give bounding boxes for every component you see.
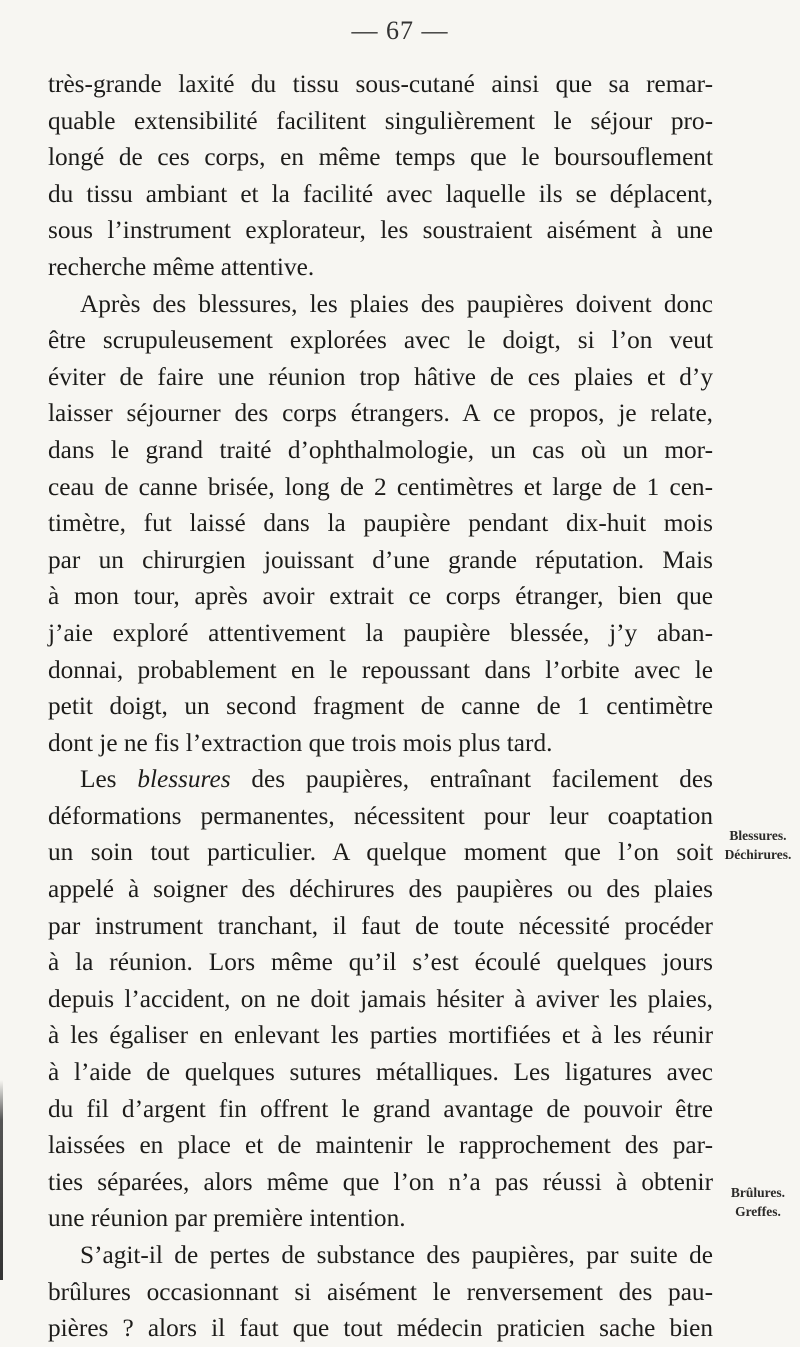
margin-note-line: Déchirures. — [724, 847, 792, 862]
text-line: par un chirurgien jouissant d’une grande réputation. Mais — [48, 545, 713, 574]
para3-rest: des paupières, entraînant facilement des — [230, 765, 713, 794]
page-number: — 67 — — [351, 16, 449, 45]
text-line: déformations permanentes, nécessitent pour leur coaptation — [48, 801, 713, 830]
text-line: une réunion par première intention. — [48, 1204, 406, 1233]
margin-note-blessures — [716, 826, 800, 864]
margin-note-line: Greffes. — [735, 1204, 781, 1219]
italic-term: blessures — [137, 765, 231, 794]
page-edge-shadow — [0, 1080, 3, 1280]
body-text — [48, 66, 713, 1347]
text-line: à l’aide de quelques sutures métalliques. Les ligatures avec — [48, 1058, 713, 1087]
text-line: petit doigt, un second fragment de canne de 1 centimètre — [48, 692, 713, 721]
text-line: longé de ces corps, en même temps que le boursouflement — [48, 143, 713, 172]
text-line — [48, 761, 713, 798]
text-line: Après des blessures, les plaies des paupières doivent donc — [80, 289, 713, 318]
text-line: ceau de canne brisée, long de 2 centimètres et large de 1 cen- — [48, 472, 713, 501]
text-line: par instrument tranchant, il faut de toute nécessité procéder — [48, 911, 713, 940]
text-line: très-grande laxité du tissu sous-cutané ainsi que sa remar- — [48, 70, 713, 98]
margin-note-line: Blessures. — [729, 828, 787, 843]
text-line: à la réunion. Lors même qu’il s’est écoulé quelques jours — [48, 948, 713, 977]
text-line: recherche même attentive. — [48, 252, 315, 281]
text-line: depuis l’accident, on ne doit jamais hésiter à aviver les plaies, — [48, 984, 713, 1013]
text-line: dans le grand traité d’ophthalmologie, un cas où un mor- — [48, 435, 713, 464]
text-line: à les égaliser en enlevant les parties mortifiées et à les réunir — [48, 1021, 713, 1050]
text-line: à mon tour, après avoir extrait ce corps étranger, bien que — [48, 582, 713, 611]
text-line: du tissu ambiant et la facilité avec laquelle ils se déplacent, — [48, 179, 713, 208]
text-line: laissées en place et de maintenir le rapprochement des par- — [48, 1131, 713, 1160]
text-line: laisser séjourner des corps étrangers. A ce propos, je relate, — [48, 399, 713, 428]
text-line: quable extensibilité facilitent singulièrement le séjour pro- — [48, 106, 713, 135]
text-line: sous l’instrument explorateur, les soustraient aisément à une — [48, 216, 713, 245]
text-line: pières ? alors il faut que tout médecin praticien sache bien — [48, 1314, 713, 1343]
margin-note-brulures — [716, 1183, 800, 1221]
text-line: un soin tout particulier. A quelque moment que l’on soit — [48, 838, 713, 867]
text-line: S’agit-il de pertes de substance des paupières, par suite de — [80, 1241, 713, 1269]
text-line: appelé à soigner des déchirures des paupières ou des plaies — [48, 875, 713, 904]
text-line: donnai, probablement en le repoussant dans l’orbite avec le — [48, 655, 713, 684]
text-line: timètre, fut laissé dans la paupière pendant dix-huit mois — [48, 509, 713, 538]
text-line: être scrupuleusement explorées avec le doigt, si l’on veut — [48, 326, 713, 355]
text-line: éviter de faire une réunion trop hâtive de ces plaies et d’y — [48, 362, 713, 391]
text-line: du fil d’argent fin offrent le grand avantage de pouvoir être — [48, 1094, 713, 1123]
margin-note-line: Brûlures. — [730, 1185, 786, 1200]
para3-prefix: Les — [80, 765, 138, 794]
text-line: ties séparées, alors même que l’on n’a pas réussi à obtenir — [48, 1167, 713, 1196]
text-line: j’aie exploré attentivement la paupière blessée, j’y aban- — [48, 618, 713, 647]
text-line: dont je ne fis l’extraction que trois mois plus tard. — [48, 728, 553, 757]
text-line: brûlures occasionnant si aisément le renversement des pau- — [48, 1277, 713, 1306]
